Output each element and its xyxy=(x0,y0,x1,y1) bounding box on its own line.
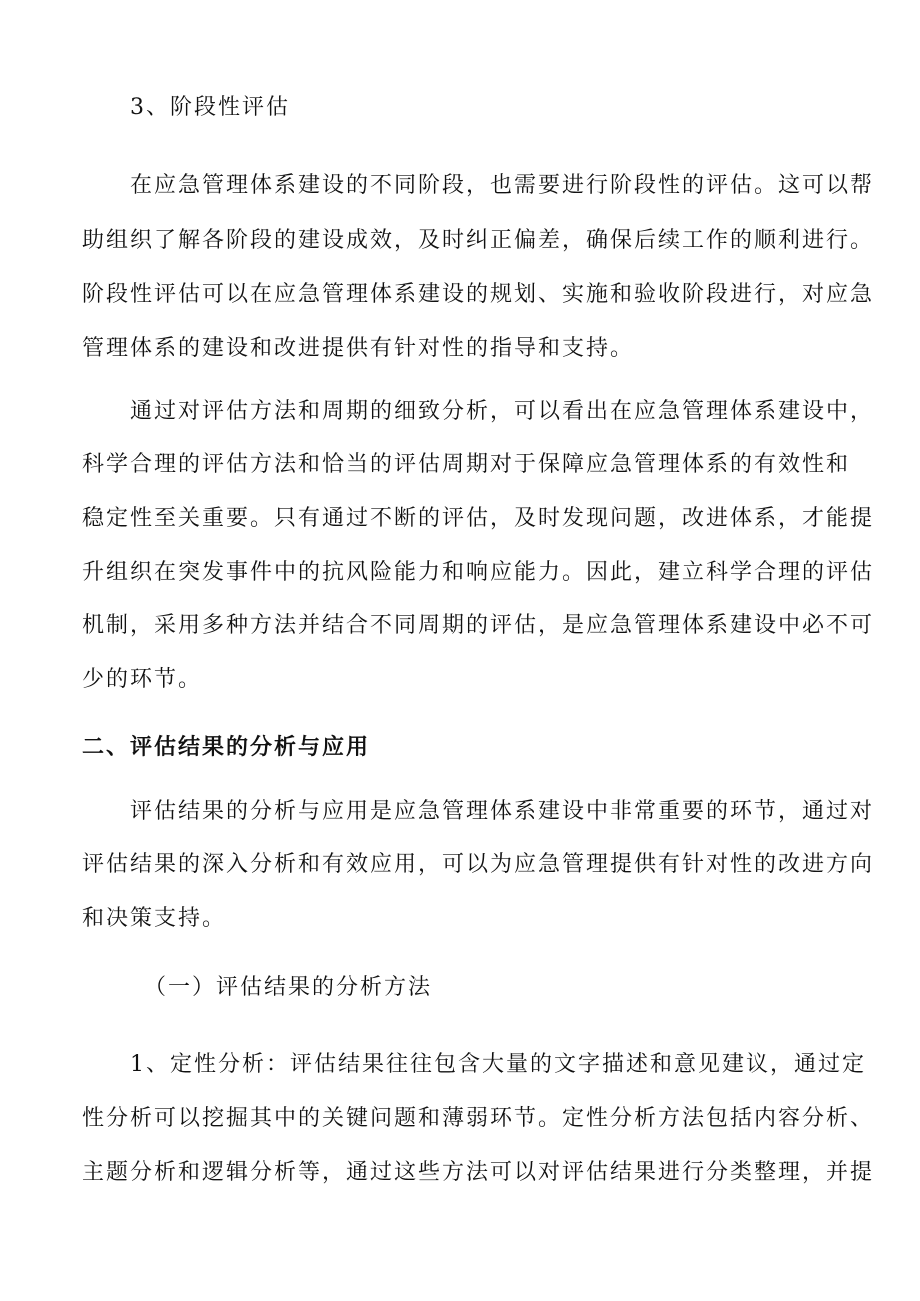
paragraph-line: 评估结果的深入分析和有效应用，可以为应急管理提供有针对性的改进方向 xyxy=(82,852,875,877)
subsection-1-heading: （一）评估结果的分析方法 xyxy=(144,975,433,1000)
paragraph-line: 主题分析和逻辑分析等，通过这些方法可以对评估结果进行分类整理，并提 xyxy=(82,1160,875,1185)
paragraph-line: 少的环节。 xyxy=(82,667,203,692)
paragraph-line: 科学合理的评估方法和恰当的评估周期对于保障应急管理体系的有效性和 xyxy=(82,452,851,477)
section-3-heading: 3、阶段性评估 xyxy=(130,95,290,120)
paragraph-line: 升组织在突发事件中的抗风险能力和响应能力。因此，建立科学合理的评估 xyxy=(82,560,875,585)
paragraph-line: 管理体系的建设和改进提供有针对性的指导和支持。 xyxy=(82,336,635,361)
paragraph-line: 机制，采用多种方法并结合不同周期的评估，是应急管理体系建设中必不可 xyxy=(82,613,875,638)
paragraph-line: 稳定性至关重要。只有通过不断的评估，及时发现问题，改进体系，才能提 xyxy=(82,506,875,531)
paragraph-line: 和决策支持。 xyxy=(82,906,227,931)
section-2-heading: 二、评估结果的分析与应用 xyxy=(82,735,371,760)
paragraph-line: 评估结果的分析与应用是应急管理体系建设中非常重要的环节，通过对 xyxy=(130,799,875,824)
paragraph-line: 性分析可以挖掘其中的关键问题和薄弱环节。定性分析方法包括内容分析、 xyxy=(82,1106,875,1131)
paragraph-line: 助组织了解各阶段的建设成效，及时纠正偏差，确保后续工作的顺利进行。 xyxy=(82,228,875,253)
paragraph-line: 在应急管理体系建设的不同阶段，也需要进行阶段性的评估。这可以帮 xyxy=(130,173,875,198)
paragraph-line: 1、定性分析：评估结果往往包含大量的文字描述和意见建议，通过定 xyxy=(130,1052,866,1077)
paragraph-line: 通过对评估方法和周期的细致分析，可以看出在应急管理体系建设中， xyxy=(130,399,875,424)
paragraph-line: 阶段性评估可以在应急管理体系建设的规划、实施和验收阶段进行，对应急 xyxy=(82,282,875,307)
